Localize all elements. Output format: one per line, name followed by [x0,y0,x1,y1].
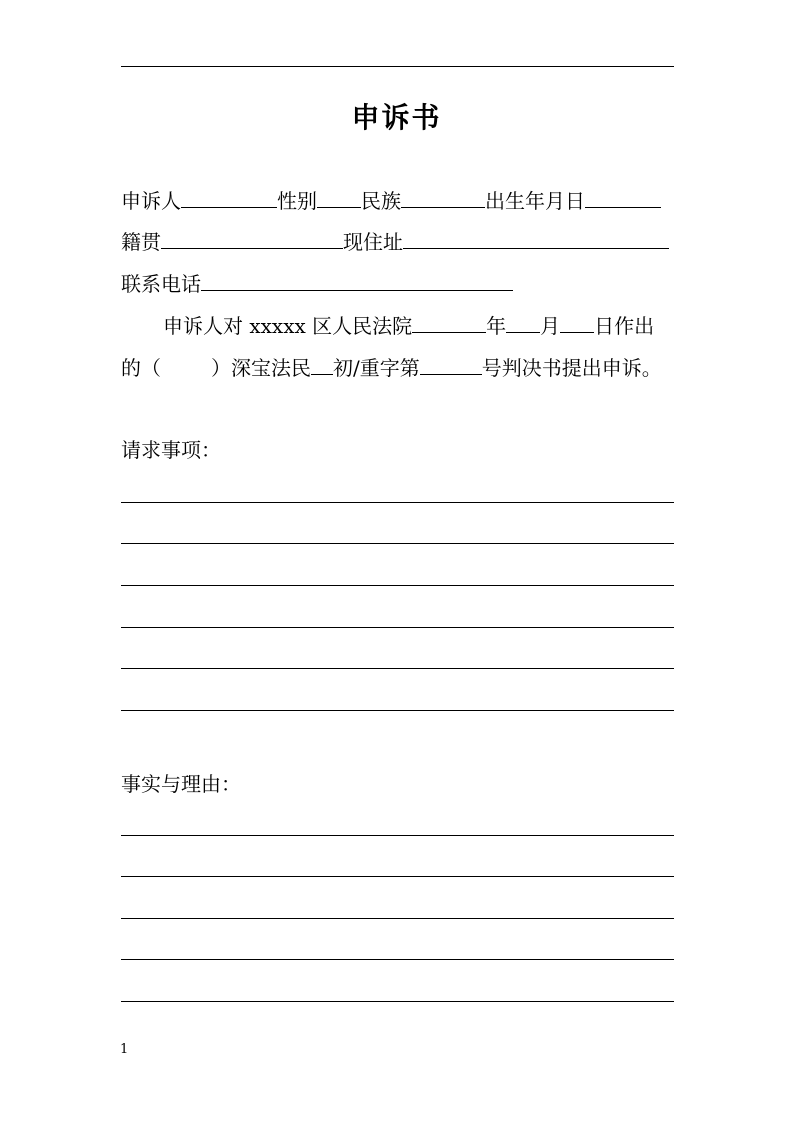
case-number-field[interactable] [420,354,482,375]
appellant-label: 申诉人 [121,189,181,213]
requests-line[interactable] [121,627,674,628]
phone-label: 联系电话 [121,272,201,296]
gender-label: 性别 [277,189,317,213]
year-label: 年 [486,314,507,338]
gender-field[interactable] [317,187,361,208]
facts-line[interactable] [121,876,674,877]
ethnicity-field[interactable] [401,187,485,208]
address-field[interactable] [403,228,669,249]
court-row [163,312,654,340]
ethnicity-label: 民族 [361,189,401,213]
month-label: 月 [540,314,561,338]
phone-row [121,270,513,298]
case-kind-text: 初/重字第 [333,356,420,380]
facts-line[interactable] [121,1001,674,1002]
day-label: 日作出 [594,314,655,338]
document-title: 申诉书 [351,101,442,134]
case-court-text: ）深宝法民 [211,356,311,380]
phone-field[interactable] [201,270,513,291]
court-date-blank[interactable] [412,312,486,333]
header-rule [121,66,674,67]
month-field[interactable] [506,312,540,333]
origin-address-row [121,228,669,256]
case-number-row [121,354,662,382]
requests-line[interactable] [121,668,674,669]
case-type-field[interactable] [311,354,333,375]
requests-line[interactable] [121,502,674,503]
appellant-name-field[interactable] [181,187,277,208]
address-label: 现住址 [343,230,403,254]
requests-line[interactable] [121,543,674,544]
case-year-open: 的（ [121,356,161,380]
origin-label: 籍贯 [121,230,161,254]
requests-heading: 请求事项： [121,438,221,462]
page-number: 1 [120,1042,129,1057]
facts-line[interactable] [121,918,674,919]
birth-date-field[interactable] [585,187,661,208]
birth-date-label: 出生年月日 [485,189,585,213]
court-text: 申诉人对 xxxxx 区人民法院 [163,314,413,338]
day-field[interactable] [560,312,594,333]
requests-line[interactable] [121,585,674,586]
origin-field[interactable] [161,228,343,249]
facts-line[interactable] [121,959,674,960]
facts-heading: 事实与理由： [121,772,241,796]
facts-line[interactable] [121,835,674,836]
case-end-text: 号判决书提出申诉。 [481,356,662,380]
appellant-info-row [121,187,661,215]
requests-line[interactable] [121,710,674,711]
